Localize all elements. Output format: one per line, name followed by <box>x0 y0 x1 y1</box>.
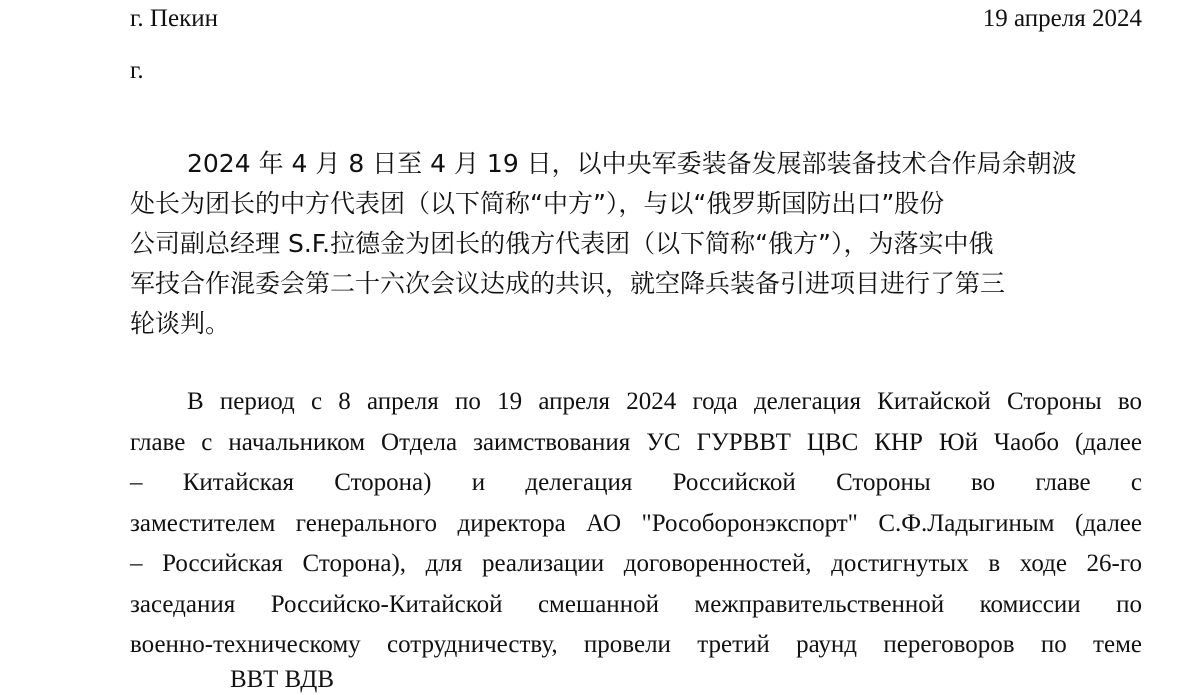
russian-line: В период с 8 апреля по 19 апреля 2024 года делегация Китайской Стороны во <box>187 388 1142 415</box>
chinese-line: 轮谈判。 <box>130 309 231 338</box>
russian-line: военно-техническому сотрудничеству, провели третий раунд переговоров по теме <box>130 631 1142 658</box>
russian-line: заместителем генерального директора АО "Рособоронэкспорт" С.Ф.Ладыгиным (далее <box>130 509 1142 537</box>
chinese-line: 2024 年 4 月 8 日至 4 月 19 日，以中央军委装备发展部装备技术合作局余朝波 <box>187 149 1077 178</box>
city-abbrev-line: г. <box>130 57 144 84</box>
russian-line: главе с начальником Отдела заимствования УС ГУРВВТ ЦВС КНР Юй Чаобо (далее <box>130 428 1142 456</box>
document-date: 19 апреля 2024 <box>982 5 1142 32</box>
russian-line: – Российская Сторона), для реализации договоренностей, достигнутых в ходе 26-го <box>130 550 1142 577</box>
russian-line: заседания Российско-Китайской смешанной межправительственной комиссии по <box>130 590 1142 618</box>
russian-paragraph <box>130 382 1142 666</box>
chinese-line: 公司副总经理 S.F.拉德金为团长的俄方代表团（以下简称“俄方”），为落实中俄 <box>130 229 994 258</box>
russian-line: – Китайская Сторона) и делегация Российской Стороны во главе с <box>130 469 1142 496</box>
chinese-line: 处长为团长的中方代表团（以下简称“中方”），与以“俄罗斯国防出口”股份 <box>130 189 945 218</box>
city-line: г. Пекин <box>130 5 218 32</box>
chinese-line: 军技合作混委会第二十六次会议达成的共识，就空降兵装备引进项目进行了第三 <box>130 269 1006 298</box>
chinese-paragraph <box>130 144 1142 344</box>
cut-off-line: ВВТ ВДВ <box>230 666 334 693</box>
